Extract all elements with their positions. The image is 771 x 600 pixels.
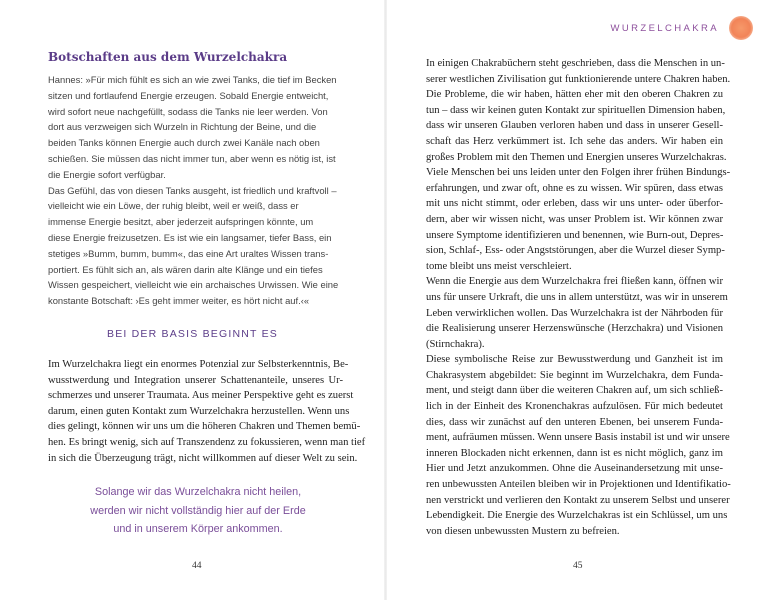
text-line: Chakrasystem abgebildet: Sie beginnt im Wurzelchakra, dem Funda- (426, 369, 723, 381)
text-line: schaft das Herz verkümmert ist. Ich sehe das anders. Wir haben ein (426, 135, 723, 147)
text-line: immense Energie besitzt, aber jederzeit aufspringen könnte, um (48, 216, 314, 228)
section-title: Botschaften aus dem Wurzelchakra (48, 50, 288, 64)
text-line: ment, aufräumen müssen. Wenn unsere Basis instabil ist und wir unsere (426, 432, 730, 444)
quote-line: werden wir nicht vollständig hier auf der Erde (90, 504, 306, 517)
text-line: ment, und steigt dann über die weiteren Chakren auf, um sich schließ- (426, 385, 723, 397)
text-line: dies, dass wir zunächst auf den unteren Ebenen, bei unserem Funda- (426, 416, 723, 428)
pull-quote (48, 483, 348, 539)
text-line: beiden Tanks können Energie auch durch zwei Kanäle nach oben (48, 137, 320, 149)
text-line: portiert. Es fühlt sich an, als wären darin alte Klänge und ein tiefes (48, 263, 323, 275)
text-line: (Stirnchakra). (426, 338, 485, 350)
text-line: die Energie sofort verfügbar. (48, 168, 166, 180)
text-line: nen verstrickt und verlieren den Kontakt zu unserem Selbst und unserer (426, 494, 730, 506)
text-line: Wenn die Energie aus dem Wurzelchakra frei fließen kann, öffnen wir (426, 276, 723, 288)
right-page (386, 0, 771, 600)
text-line: In einigen Chakrabüchern steht geschrieben, dass die Menschen in un- (426, 58, 725, 69)
text-line: dort aus verzweigen sich Wurzeln in Richtung der Beine, und die (48, 121, 317, 133)
text-line: wusstwerdung und Integration unserer Schattenanteile, unseres Ur- (48, 374, 343, 386)
text-line: inneren Blockaden nicht erkennen, dann ist es nicht möglich, ganz im (426, 447, 723, 459)
subheading: BEI DER BASIS BEGINNT ES (107, 328, 278, 340)
text-line: Das Gefühl, das von diesen Tanks ausgeht, ist friedlich und kraftvoll – (48, 184, 337, 196)
text-line: Leben verwirklichen wollen. Das Wurzelchakra ist der Nährboden für (426, 307, 723, 319)
text-line: darum, einen guten Kontakt zum Wurzelchakra herzustellen. Wenn uns (48, 405, 350, 417)
text-line: unsere Symptome identifizieren und benennen, wie Burn-out, Depres- (426, 229, 724, 241)
text-line: dies gelingt, können wir uns um die höheren Chakren und Themen bemü- (48, 421, 361, 433)
text-line: vielleicht wie ein Löwe, der ruhig bleibt, weil er weiß, dass er (48, 200, 299, 212)
quote-line: Solange wir das Wurzelchakra nicht heilen, (94, 486, 302, 498)
text-line: sitzen und fortlaufend Energie erzeugen. Sobald Energie entweicht, (48, 89, 329, 101)
sun-icon (729, 16, 753, 40)
quote-line: und in unserem Körper ankommen. (113, 523, 283, 535)
text-line: diese Energie freizusetzen. Es ist wie ein langsamer, tiefer Bass, ein (48, 231, 332, 243)
text-line: Die Probleme, die wir haben, hätten eher mit den oberen Chakren zu (426, 89, 723, 101)
text-line: dass wir unseren Glauben verloren haben und dass in unserer Gesell- (426, 120, 723, 132)
page-number-right: 45 (573, 561, 583, 571)
text-line: sion, Schlaf-, Ess- oder Angststörungen, aber die Wurzel dieser Symp- (426, 245, 725, 257)
text-line: Lebendigkeit. Die Energie des Wurzelchakras ist ein Schlüssel, um uns (426, 510, 728, 522)
text-line: stetiges »Bumm, bumm, bumm«, das eine Art uraltes Wissen trans- (48, 247, 329, 259)
text-line: großes Problem mit den Themen und Energien unseres Wurzelchakras. (426, 151, 727, 163)
text-line: Wissen gespeichert, vielleicht wie ein archaisches Urwissen. Wie eine (48, 279, 339, 291)
text-line: tun – dass wir keinen guten Kontakt zur spirituellen Dimension haben, (426, 104, 726, 116)
text-line: die Realisierung unserer Herzenswünsche (Herzchakra) und Visionen (426, 323, 723, 335)
text-line: lich in der Einheit des Kronenchakras aufzulösen. Für mich bedeutet (426, 401, 723, 413)
running-head: WURZELCHAKRA (610, 23, 719, 34)
text-line: konstante Botschaft: ›Es geht immer weiter, es hört nicht auf.‹« (48, 295, 310, 307)
text-line: schießen. Sie müssen das nicht immer tun, aber wenn es nötig ist, ist (48, 152, 336, 164)
text-line: hen. Es bringt wenig, sich auf Transzendenz zu fokussieren, wenn man tief (48, 436, 366, 448)
text-line: Viele Menschen bei uns leiden unter den Folgen ihrer frühen Bindungs- (426, 167, 731, 179)
text-line: Im Wurzelchakra liegt ein enormes Potenzial zur Selbsterkenntnis, Be- (48, 359, 349, 370)
text-line: erfahrungen, und zwar oft, ohne es zu wissen. Wir spüren, dass etwas (426, 182, 723, 194)
text-line: ren unbewussten Anteilen bleiben wir in Projektionen und Identifikatio- (426, 479, 731, 491)
text-line: serer westlichen Zivilisation gut funktionierende untere Chakren haben. (426, 73, 731, 85)
text-line: uns für unsere Urkraft, die uns in allem unterstützt, was wir in unserem (426, 291, 728, 303)
text-line: in sich die Überzeugung trägt, nicht willkommen auf dieser Welt zu sein. (48, 452, 358, 464)
text-line: schmerzes und unserer Traumata. Aus meiner Perspektive geht es zuerst (48, 390, 354, 402)
text-line: wird sofort neue nachgefüllt, sodass die Tanks nie leer werden. Von (48, 105, 328, 117)
body-text-left (48, 357, 366, 466)
page-number-left: 44 (192, 561, 202, 571)
body-text-right (426, 56, 731, 539)
text-line: Hannes: »Für mich fühlt es sich an wie zwei Tanks, die tief im Becken (48, 74, 337, 85)
left-page (0, 0, 385, 600)
text-line: Diese symbolische Reise zur Bewusstwerdung und Ganzheit ist im (426, 354, 723, 366)
text-line: mit uns nicht stimmt, oder erleben, dass wir uns unter- oder überfor- (426, 198, 723, 210)
text-line: dern, aber wir wissen nicht, was unser Problem ist. Wir können zwar (426, 213, 723, 225)
text-line: tome bleibt uns meist verschleiert. (426, 260, 572, 272)
testimony-text (48, 72, 348, 309)
text-line: Hier und Jetzt anzukommen. Ohne die Auseinandersetzung mit unse- (426, 463, 723, 475)
text-line: von diesen unbewussten Mustern zu befreien. (426, 525, 620, 537)
